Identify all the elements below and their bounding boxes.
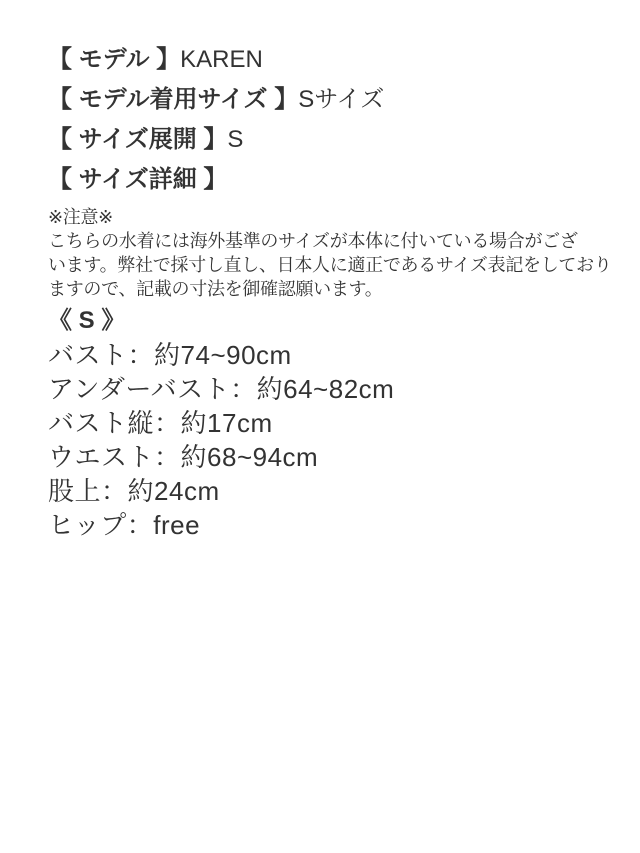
- measurement-label: ウエスト: [48, 442, 155, 472]
- spec-label-model-size: 【 モデル着用サイズ 】: [48, 86, 299, 113]
- spec-row-size-range: [48, 120, 612, 160]
- measurement-row-hip: [48, 508, 612, 542]
- measurement-separator: ：: [154, 408, 181, 438]
- measurement-row-bust-vertical: [48, 406, 612, 440]
- size-detail-section: [48, 304, 612, 542]
- measurement-value: free: [153, 510, 201, 540]
- measurement-label: 股上: [48, 476, 102, 506]
- notice-title: ※注意※: [48, 207, 113, 227]
- spec-label-size-range: 【 サイズ展開 】: [48, 126, 228, 153]
- measurement-value: 約64~82cm: [256, 374, 395, 404]
- notice-line: ますので、記載の寸法を御確認願います。: [48, 279, 383, 299]
- notice-line: います。弊社で採寸し直し、日本人に適正であるサイズ表記をしており: [48, 255, 612, 275]
- measurement-value: 約68~94cm: [180, 442, 319, 472]
- notice-line: こちらの水着には海外基準のサイズが本体に付いている場合がござ: [48, 231, 578, 251]
- measurement-row-underbust: [48, 372, 612, 406]
- spec-value-model-size: Sサイズ: [298, 86, 385, 113]
- measurement-label: ヒップ: [48, 510, 127, 540]
- measurement-separator: ：: [230, 374, 257, 404]
- spec-value-model: KAREN: [180, 46, 263, 73]
- measurement-separator: ：: [127, 340, 155, 370]
- size-notice: [48, 205, 612, 301]
- measurement-row-rise: [48, 474, 612, 508]
- measurement-label: アンダーバスト: [48, 374, 231, 404]
- product-spec-list: [48, 40, 612, 200]
- measurement-row-bust: [48, 338, 612, 372]
- spec-row-size-detail: [48, 160, 612, 200]
- measurement-separator: ：: [154, 442, 181, 472]
- measurement-value: 約74~90cm: [154, 340, 292, 370]
- measurement-value: 約24cm: [127, 476, 220, 506]
- measurement-value: 約17cm: [180, 408, 273, 438]
- spec-value-size-range: S: [227, 126, 244, 153]
- spec-row-model: [48, 40, 612, 80]
- size-header: 《 S 》: [48, 307, 126, 334]
- spec-row-model-size: [48, 80, 612, 120]
- measurement-separator: ：: [126, 510, 154, 540]
- measurement-separator: ：: [101, 476, 128, 506]
- spec-label-size-detail: 【 サイズ詳細 】: [48, 166, 228, 193]
- measurement-label: バスト: [48, 340, 128, 370]
- measurement-label: バスト縦: [48, 408, 155, 438]
- measurement-row-waist: [48, 440, 612, 474]
- spec-label-model: 【 モデル 】: [48, 46, 181, 73]
